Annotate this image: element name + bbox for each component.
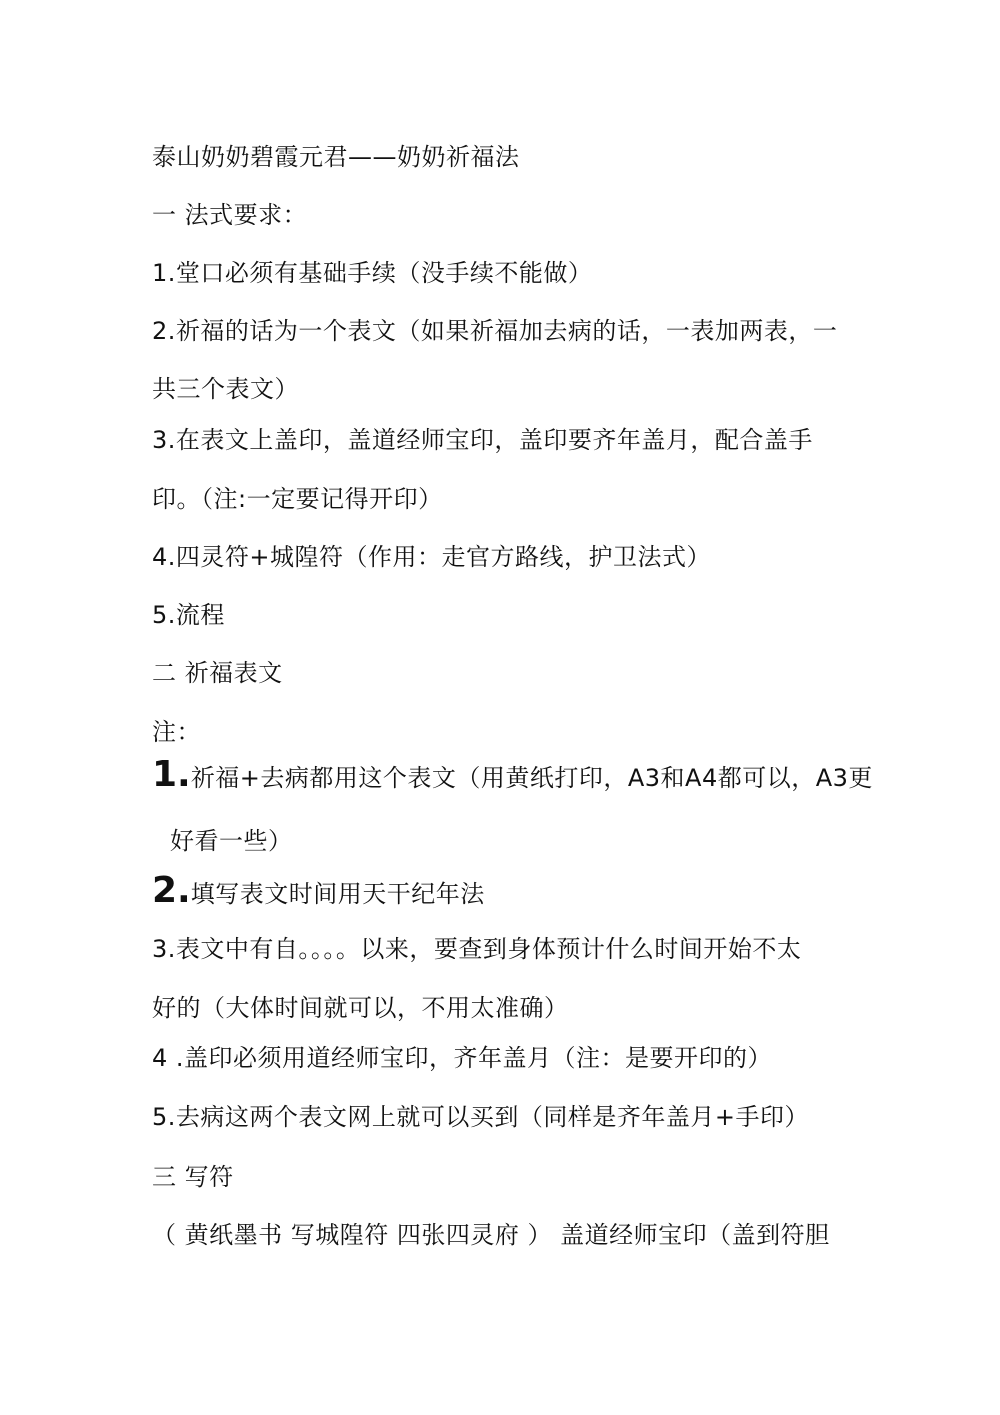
requirement-item-3-line-1: 3.在表文上盖印，盖道经师宝印，盖印要齐年盖月，配合盖手 — [152, 426, 813, 454]
section-heading-requirements: 一 法式要求： — [152, 201, 308, 229]
requirement-item-4: 4.四灵符+城隍符（作用：走官方路线，护卫法式） — [152, 543, 712, 571]
note-2-number: 2. — [152, 870, 191, 911]
note-3-line-2: 好的（大体时间就可以，不用太准确） — [152, 994, 569, 1022]
document-title: 泰山奶奶碧霞元君——奶奶祈福法 — [152, 143, 520, 171]
note-1-line-2: 好看一些） — [170, 827, 293, 855]
note-label: 注： — [152, 718, 201, 746]
section-heading-write-talisman: 三 写符 — [152, 1163, 234, 1191]
note-1-number: 1. — [152, 754, 191, 795]
requirement-item-3-line-2: 印。（注:一定要记得开印） — [152, 485, 443, 513]
note-2 — [152, 870, 852, 911]
note-1-text: 祈福+去病都用这个表文（用黄纸打印，A3和A4都可以，A3更 — [190, 764, 873, 792]
note-5: 5.去病这两个表文网上就可以买到（同样是齐年盖月+手印） — [152, 1103, 810, 1131]
section-heading-blessing-memorial: 二 祈福表文 — [152, 659, 283, 687]
requirement-item-1: 1.堂口必须有基础手续（没手续不能做） — [152, 259, 593, 287]
requirement-item-2-line-2: 共三个表文） — [152, 375, 299, 403]
talisman-line-1: （ 黄纸墨书 写城隍符 四张四灵府 ） 盖道经师宝印（盖到符胆 — [152, 1221, 830, 1249]
requirement-item-5: 5.流程 — [152, 601, 225, 629]
requirement-item-2-line-1: 2.祈福的话为一个表文（如果祈福加去病的话，一表加两表，一 — [152, 317, 838, 345]
note-2-text: 填写表文时间用天干纪年法 — [190, 880, 485, 908]
note-1-line-1 — [152, 754, 873, 795]
note-3-line-1: 3.表文中有自。。。。以来，要查到身体预计什么时间开始不太 — [152, 935, 802, 963]
note-4: 4 .盖印必须用道经师宝印，齐年盖月（注：是要开印的） — [152, 1044, 773, 1072]
